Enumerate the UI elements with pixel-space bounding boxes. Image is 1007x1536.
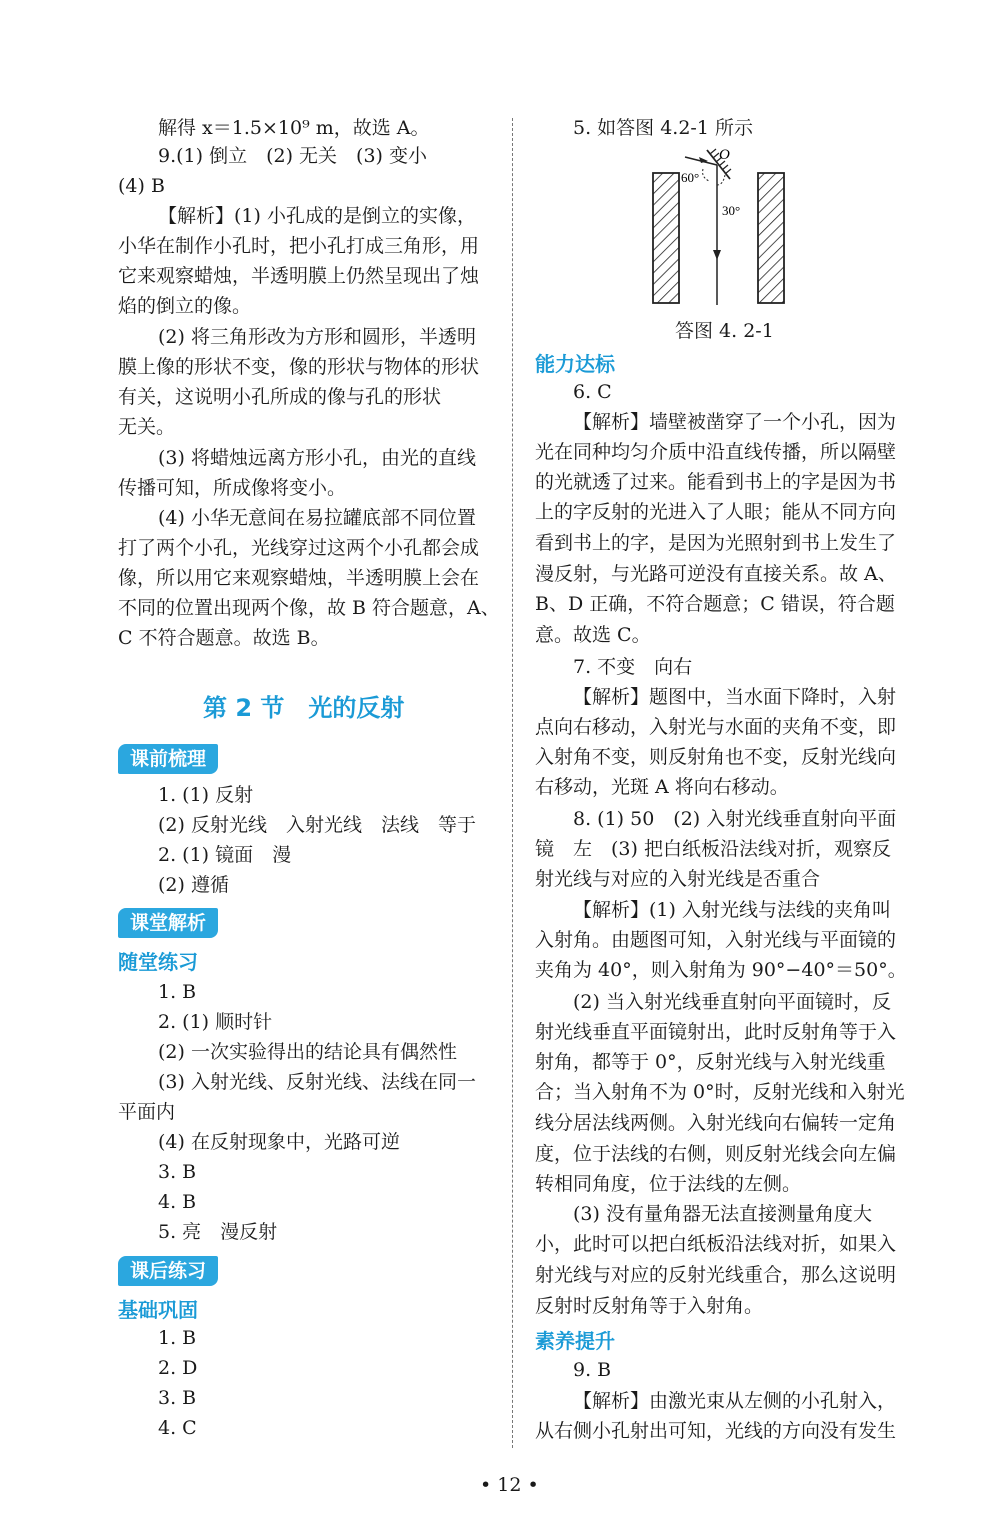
reflection-diagram [645, 145, 805, 310]
text-line: 射光线与对应的入射光线是否重合 [535, 868, 821, 890]
text-line: (2) 遵循 [158, 874, 229, 896]
text-line: 9.(1) 倒立 (2) 无关 (3) 变小 [158, 145, 427, 167]
text-line: 3. B [158, 1387, 197, 1409]
text-line: 2. (1) 镜面 漫 [158, 844, 292, 866]
text-line: 射光线垂直平面镜射出，此时反射角等于入 [535, 1021, 897, 1043]
text-line: 2. D [158, 1357, 198, 1379]
angle-arc-60 [703, 169, 709, 181]
text-line: 2. (1) 顺时针 [158, 1011, 273, 1033]
text-line: 夹角为 40°，则入射角为 90°−40°＝50°。 [535, 959, 907, 981]
text-line: 度，位于法线的右侧，则反射光线会向左偏 [535, 1143, 897, 1165]
text-line: 【解析】墙壁被凿穿了一个小孔，因为 [573, 411, 897, 433]
text-line: 【解析】题图中，当水面下降时，入射 [573, 686, 897, 708]
text-line: 转相同角度，位于法线的左侧。 [535, 1173, 802, 1195]
text-line: 反射时反射角等于入射角。 [535, 1295, 764, 1317]
subhead-quality: 素养提升 [535, 1329, 615, 1353]
text-line: 焰的倒立的像。 [118, 295, 252, 317]
text-line: B、D 正确，不符合题意；C 错误，符合题 [535, 593, 895, 615]
text-line: (4) B [118, 175, 165, 197]
text-line: 5. 亮 漫反射 [158, 1221, 278, 1243]
text-line: 线分居法线两侧。入射光线向右偏转一定角 [535, 1112, 897, 1134]
figure-caption: 答图 4. 2-1 [675, 320, 774, 342]
angle-arc-30 [717, 175, 725, 185]
text-line: 点向右移动，入射光与水面的夹角不变，即 [535, 716, 897, 738]
text-line: 有关，这说明小孔所成的像与孔的形状 [118, 386, 442, 408]
text-line: 3. B [158, 1161, 197, 1183]
right-wall [758, 173, 784, 303]
text-line: 1. B [158, 1327, 197, 1349]
text-line: 的光就透了过来。能看到书上的字是因为书 [535, 471, 897, 493]
text-line: 7. 不变 向右 [573, 656, 693, 678]
text-line: 1. B [158, 981, 197, 1003]
text-line: 右移动，光斑 A 将向右移动。 [535, 776, 789, 798]
page-number: • 12 • [480, 1474, 539, 1496]
text-line: 【解析】由激光束从左侧的小孔射入， [573, 1390, 897, 1412]
text-line: 【解析】(1) 入射光线与法线的夹角叫 [573, 899, 891, 921]
text-line: C 不符合题意。故选 B。 [118, 627, 330, 649]
text-line: 光在同种均匀介质中沿直线传播，所以隔壁 [535, 441, 897, 463]
text-line: 【解析】(1) 小孔成的是倒立的实像， [158, 205, 476, 227]
text-line: 它来观察蜡烛，半透明膜上仍然呈现出了烛 [118, 265, 480, 287]
text-line: 4. B [158, 1191, 197, 1213]
subhead-basic: 基础巩固 [118, 1298, 198, 1322]
text-line: 小，此时可以把白纸板沿法线对折，如果入 [535, 1233, 897, 1255]
subhead-ability: 能力达标 [535, 352, 615, 376]
text-line: 射光线与对应的反射光线重合，那么这说明 [535, 1264, 897, 1286]
text-line: 像，所以用它来观察蜡烛，半透明膜上会在 [118, 567, 480, 589]
text-line: 解得 x＝1.5×10⁹ m，故选 A。 [158, 117, 430, 139]
text-line: (4) 在反射现象中，光路可逆 [158, 1131, 400, 1153]
text-line: (2) 当入射光线垂直射向平面镜时，反 [573, 991, 891, 1013]
label-angle-30: 30° [722, 203, 741, 218]
text-line: 1. (1) 反射 [158, 784, 254, 806]
text-line: 传播可知，所成像将变小。 [118, 477, 347, 499]
badge-class: 课堂解析 [118, 908, 218, 938]
section-title: 第 2 节 光的反射 [203, 694, 405, 722]
text-line: 从右侧小孔射出可知，光线的方向没有发生 [535, 1420, 897, 1442]
text-line: 不同的位置出现两个像，故 B 符合题意，A、 [118, 597, 500, 619]
text-line: (2) 将三角形改为方形和圆形，半透明 [158, 326, 476, 348]
text-line: 平面内 [118, 1101, 176, 1123]
text-line: 9. B [573, 1359, 612, 1381]
text-line: 漫反射，与光路可逆没有直接关系。故 A、 [535, 563, 897, 585]
badge-after: 课后练习 [118, 1256, 218, 1286]
text-line: 合；当入射角不为 0°时，反射光线和入射光 [535, 1081, 905, 1103]
text-line: 膜上像的形状不变，像的形状与物体的形状 [118, 356, 480, 378]
label-angle-60: 60° [681, 170, 700, 185]
text-line: 小华在制作小孔时，把小孔打成三角形，用 [118, 235, 480, 257]
left-wall [653, 173, 679, 303]
text-line: 镜 左 (3) 把白纸板沿法线对折，观察反 [535, 838, 891, 860]
text-line: 入射角不变，则反射角也不变，反射光线向 [535, 746, 897, 768]
reflected-arrow-icon [713, 250, 721, 260]
text-line: 意。故选 C。 [535, 624, 651, 646]
column-divider [512, 118, 513, 1448]
label-o: O [719, 147, 730, 163]
text-line: 6. C [573, 381, 612, 403]
text-line: 射角，都等于 0°，反射光线与入射光线重 [535, 1051, 886, 1073]
text-line: (2) 反射光线 入射光线 法线 等于 [158, 814, 476, 836]
text-line: (3) 将蜡烛远离方形小孔，由光的直线 [158, 447, 476, 469]
text-line: (4) 小华无意间在易拉罐底部不同位置 [158, 507, 476, 529]
text-line: 8. (1) 50 (2) 入射光线垂直射向平面 [573, 808, 897, 830]
text-line: (3) 入射光线、反射光线、法线在同一 [158, 1071, 476, 1093]
subhead-practice: 随堂练习 [118, 950, 198, 974]
text-line: 上的字反射的光进入了人眼；能从不同方向 [535, 501, 897, 523]
text-line: 入射角。由题图可知，入射光线与平面镜的 [535, 929, 897, 951]
text-line: (3) 没有量角器无法直接测量角度大 [573, 1203, 872, 1225]
text-line: 5. 如答图 4.2-1 所示 [573, 117, 753, 139]
badge-prestudy: 课前梳理 [118, 744, 218, 774]
text-line: 打了两个小孔，光线穿过这两个小孔都会成 [118, 537, 480, 559]
text-line: (2) 一次实验得出的结论具有偶然性 [158, 1041, 457, 1063]
text-line: 4. C [158, 1417, 197, 1439]
text-line: 看到书上的字，是因为光照射到书上发生了 [535, 532, 897, 554]
text-line: 无关。 [118, 416, 176, 438]
